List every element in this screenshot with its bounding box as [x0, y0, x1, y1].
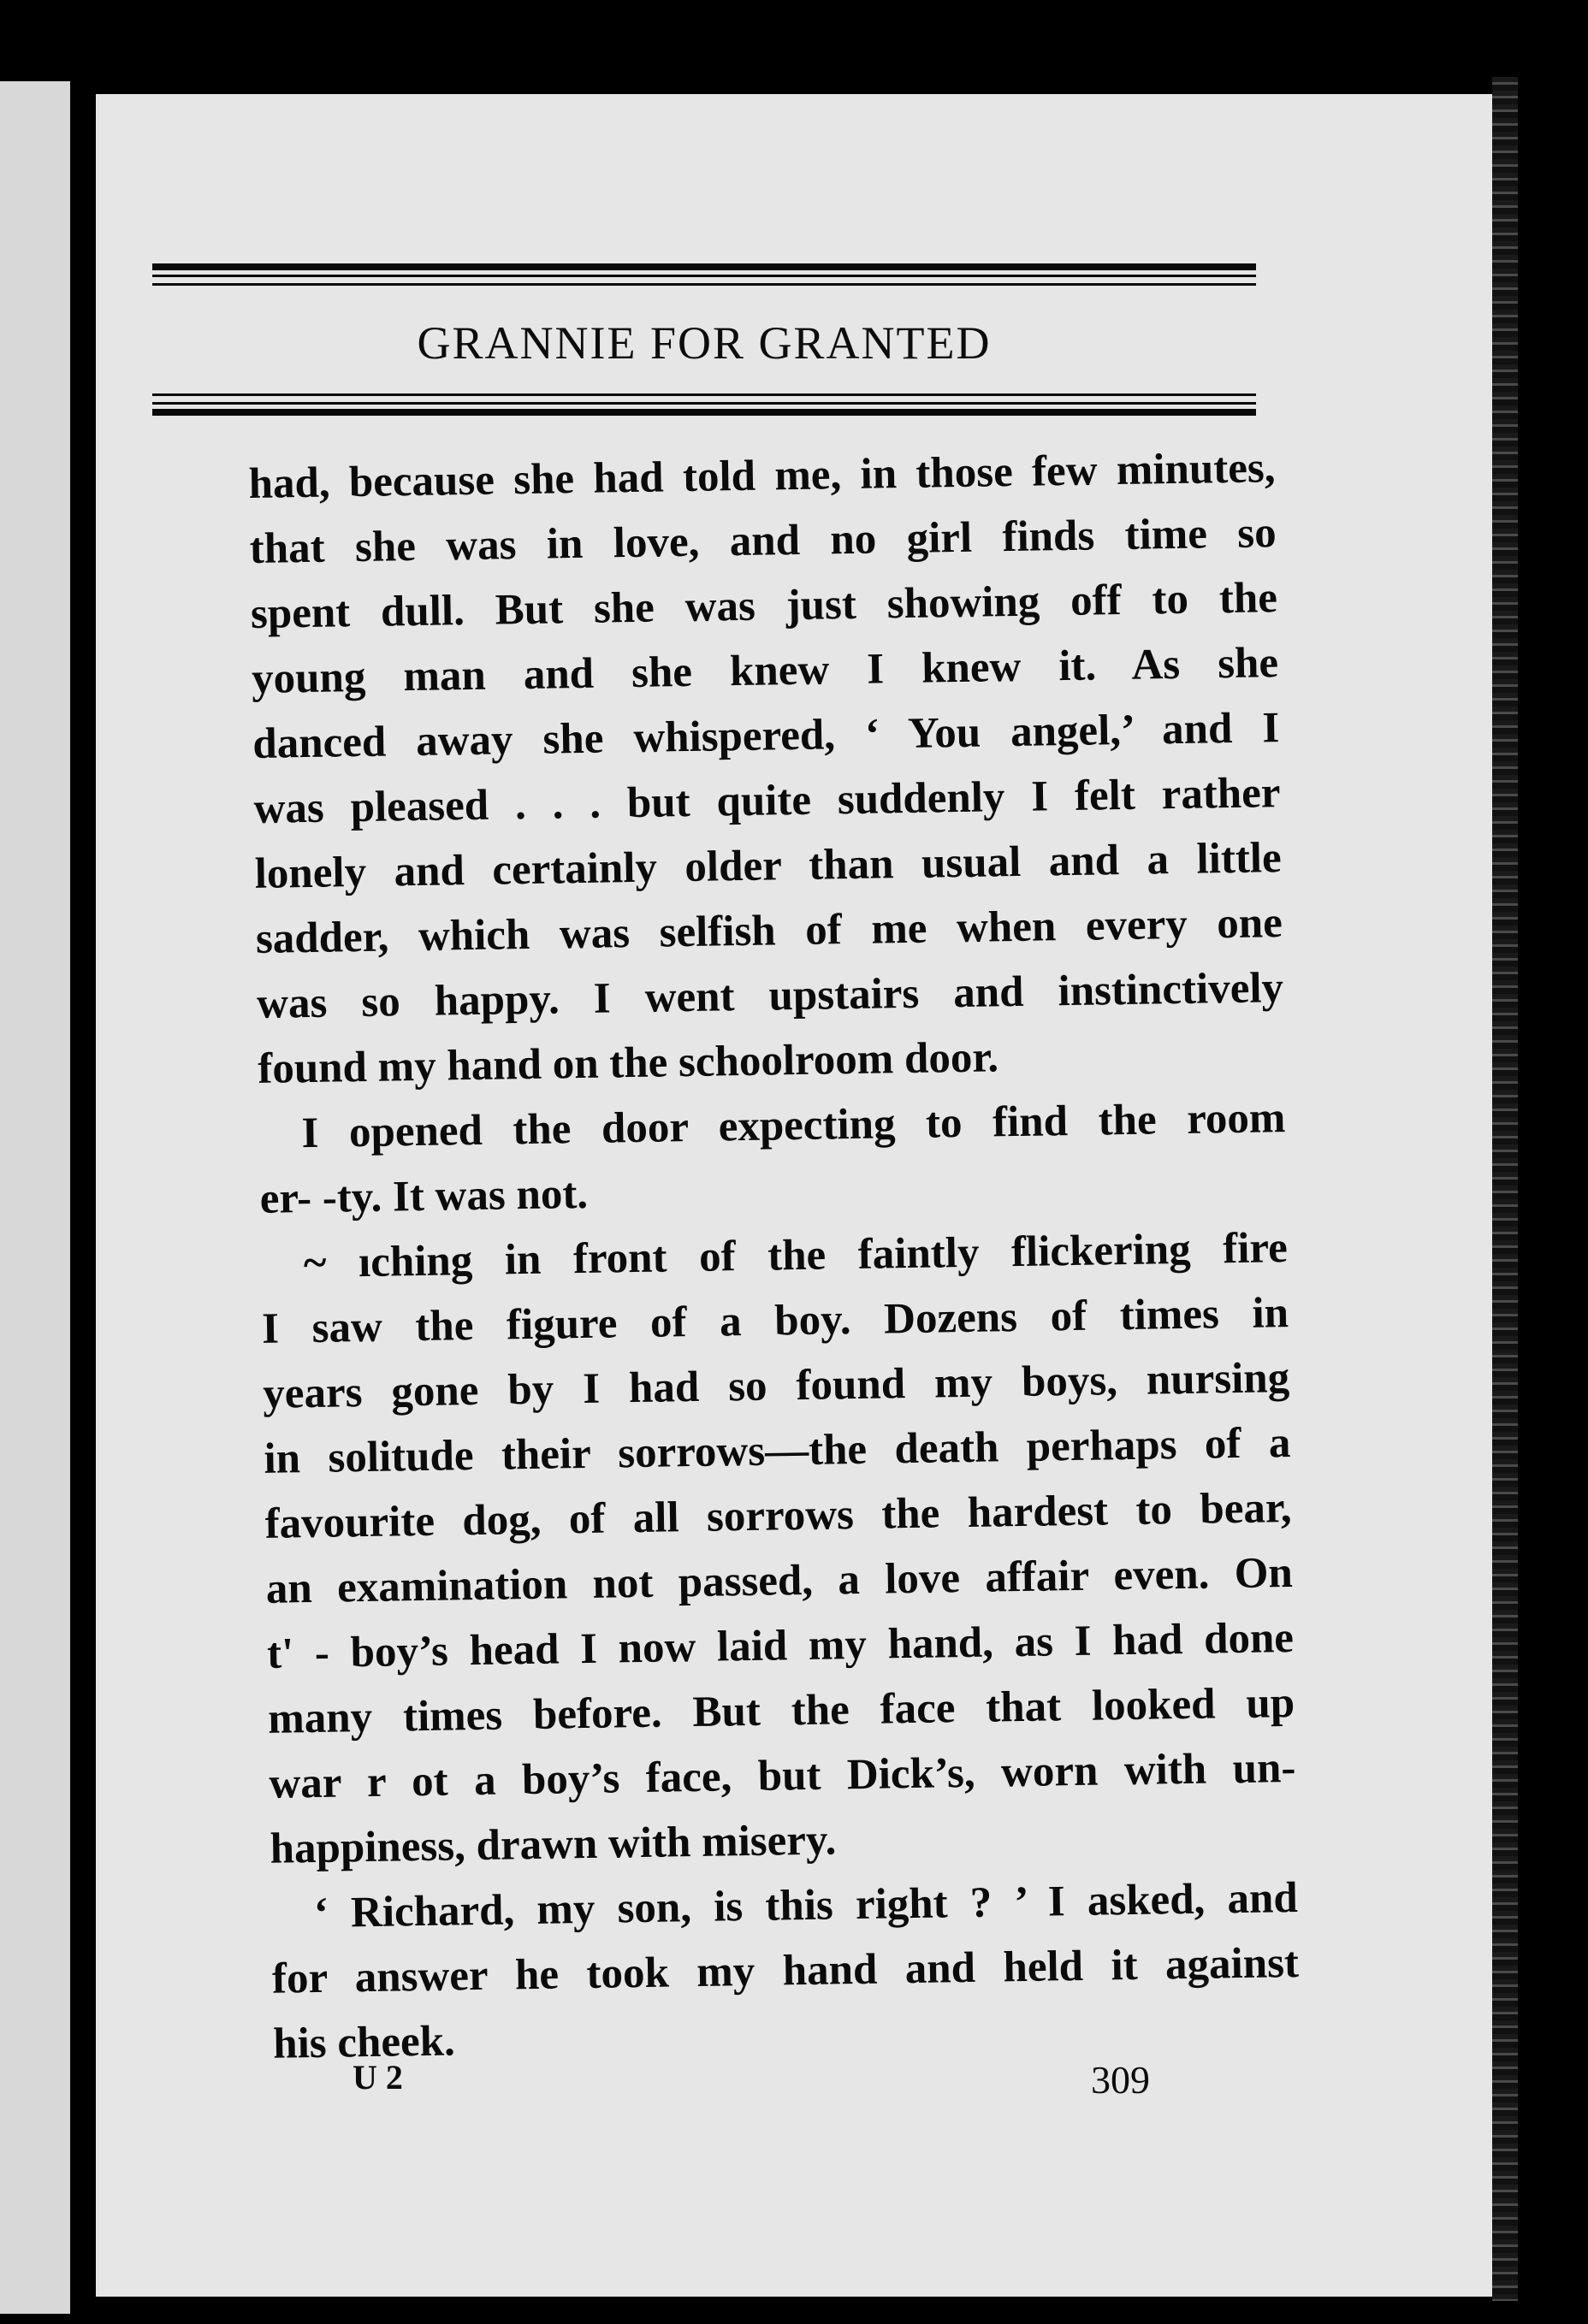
header-rule-bottom: [152, 393, 1256, 416]
text-line: found my hand on the schoolroom door.: [257, 1033, 999, 1093]
text-line: t' - boy’s head I now laid my hand, as I had done: [266, 1613, 1295, 1678]
text-line: young man and she knew I knew it. As she: [251, 639, 1279, 703]
text-line: was pleased . . . but quite suddenly I felt rather: [253, 769, 1281, 833]
text-line: I opened the door expecting to find the room: [301, 1094, 1286, 1158]
page-gutter-edge: [1492, 77, 1518, 2301]
text-line: had, because she had told me, in those few minutes,: [248, 444, 1276, 508]
signature-mark: U 2: [353, 2058, 403, 2096]
text-line: many times before. But the face that looked up: [267, 1678, 1295, 1743]
facing-page-edge: [0, 81, 70, 2314]
text-line: favourite dog, of all sorrows the hardest to bear,: [264, 1484, 1292, 1548]
text-line: spent dull. But she was just showing off to the: [250, 574, 1278, 638]
text-line: that she was in love, and no girl finds time so: [249, 509, 1277, 573]
text-line: happiness, drawn with misery.: [270, 1816, 837, 1873]
text-line: an examination not passed, a love affair even. On: [265, 1548, 1294, 1613]
page-number: 309: [1091, 2058, 1150, 2102]
text-line: danced away she whispered, ‘ You angel,’ and I: [252, 704, 1280, 768]
running-head: GRANNIE FOR GRANTED: [417, 317, 992, 369]
text-line: er- -ty. It was not.: [259, 1169, 589, 1223]
text-line: was so happy. I went upstairs and instinctively: [256, 964, 1284, 1028]
text-line: ‘ Richard, my son, is this right ? ’ I asked, and: [313, 1873, 1299, 1938]
text-line: war r ot a boy’s face, but Dick’s, worn with un-: [269, 1743, 1296, 1808]
text-line: lonely and certainly older than usual and a little: [254, 834, 1283, 898]
text-line: sadder, which was selfish of me when every one: [255, 899, 1283, 963]
text-line: his cheek.: [272, 2017, 456, 2068]
header-rule-top: [152, 263, 1256, 286]
text-line: years gone by I had so found my boys, nursing: [262, 1354, 1290, 1418]
text-line: ~ ıching in front of the faintly flickering fire: [303, 1224, 1289, 1288]
text-line: I saw the figure of a boy. Dozens of times in: [261, 1289, 1289, 1353]
text-line: in solitude their sorrows—the death perhaps of a: [264, 1419, 1291, 1483]
body-text: [248, 435, 1301, 2077]
text-line: for answer he took my hand and held it against: [271, 1938, 1300, 2003]
